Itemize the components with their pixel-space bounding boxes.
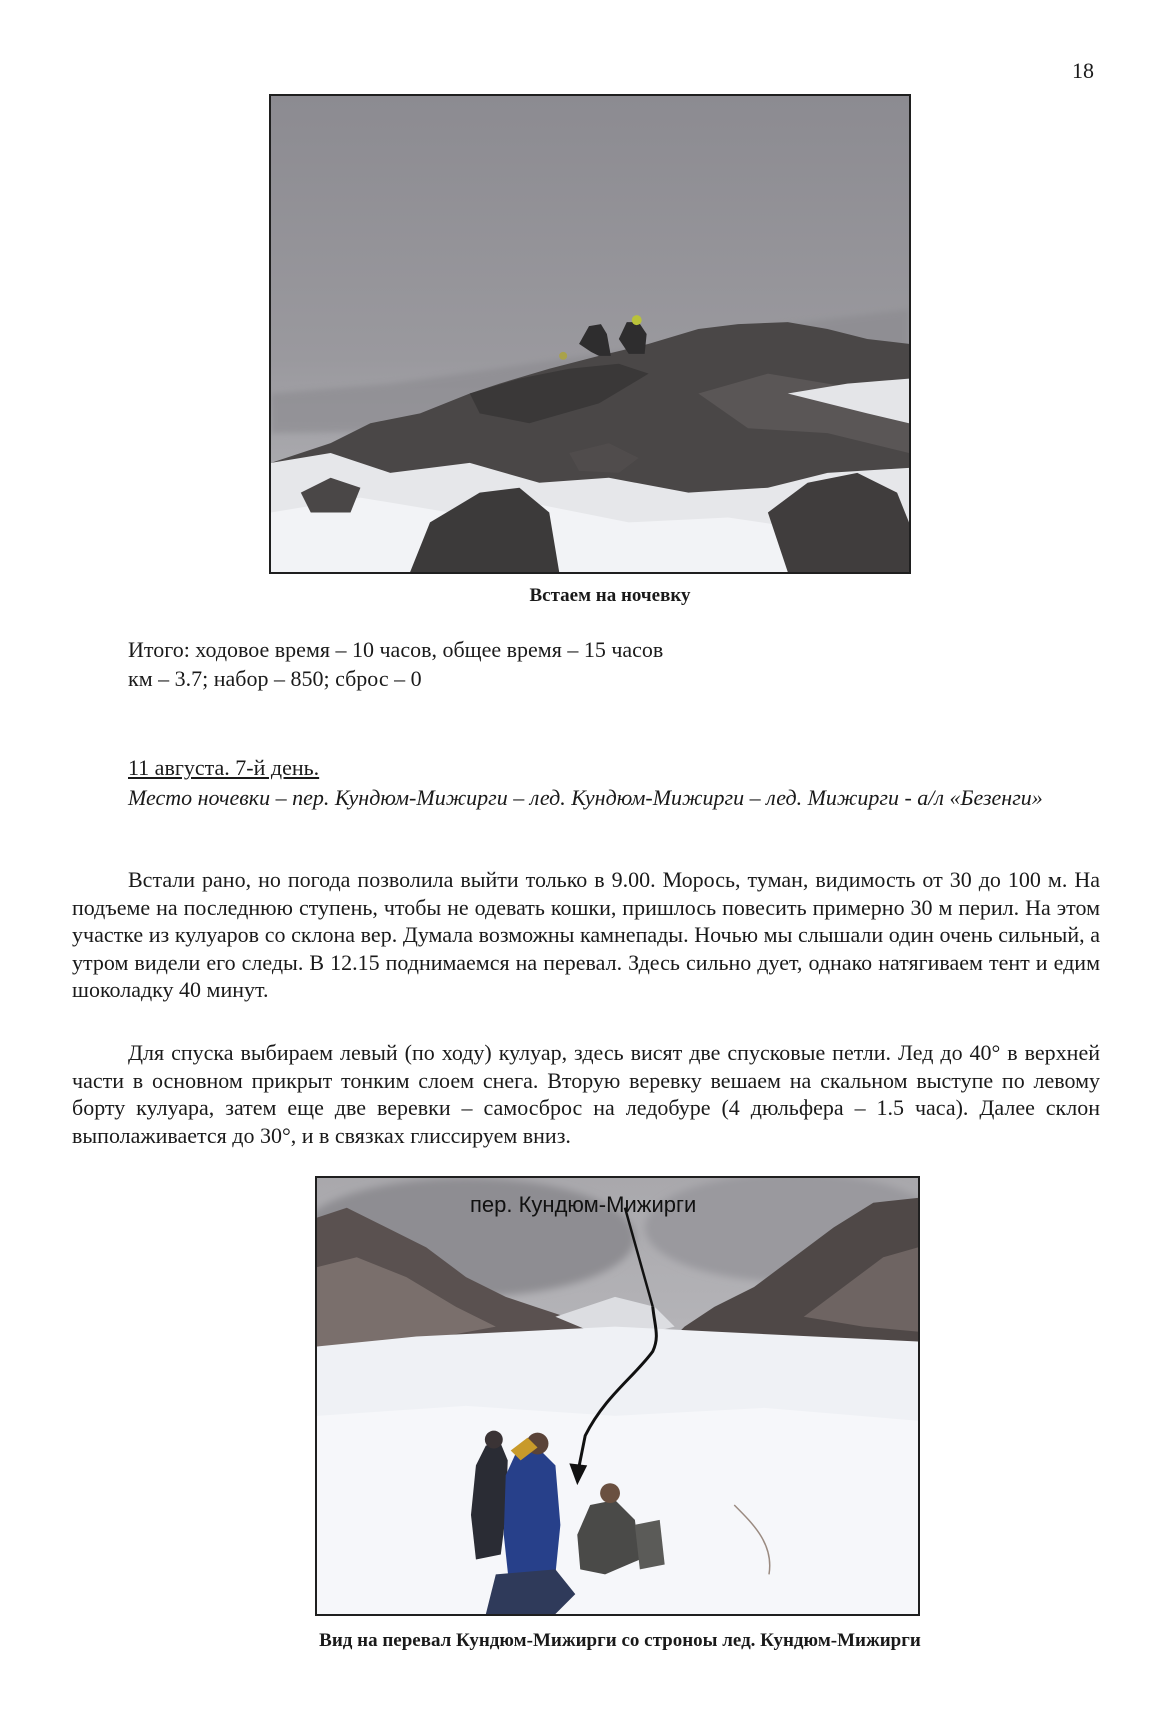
report-paragraph: Встали рано, но погода позволила выйти только в 9.00. Морось, туман, видимость от 30 до 100 м. На подъеме на последнюю ступень, чтобы не одевать кошки, пришлось повесить примерно 30 м перил. На этом участке из кулуаров со склона вер. Думала возможны камнепады. Ночью мы слышали один очень сильный, а утром видели его следы. В 12.15 поднимаемся на перевал. Здесь сильно дует, однако натягиваем тент и едим шоколадку 40 минут. [72,867,1100,1002]
report-paragraph: Для спуска выбираем левый (по ходу) кулуар, здесь висят две спусковые петли. Лед до 40° в верхней части в основном прикрыт тонким слоем снега. Вторую веревку вешаем на скальном выступе по левому борту кулуара, затем еще две веревки – самосброс на ледобуре (4 дюльфера – 1.5 часа). Далее склон выполаживается до 30°, и в связках глиссируем вниз. [72,1040,1100,1148]
day-header: 11 августа. 7-й день. [128,755,320,780]
photo-caption-pass-view: Вид на перевал Кундюм-Мижирги со строноы лед. Кундюм-Мижирги [319,1630,921,1651]
page-number: 18 [1072,58,1094,83]
photo-group-on-rocks-in-fog-icon [271,96,909,572]
pass-annotation-label: пер. Кундюм-Мижирги [470,1192,697,1217]
photo-pass-view [315,1176,920,1616]
photo-caption-camp: Встаем на ночевку [529,585,691,606]
day-route: Место ночевки – пер. Кундюм-Мижирги – лед. Кундюм-Мижирги – лед. Мижирги - а/л «Безенги» [128,785,1043,810]
summary-distance: км – 3.7; набор – 850; сброс – 0 [128,666,422,691]
photo-camp-in-fog [269,94,911,574]
day-summary [128,635,663,693]
photo-pass-view-with-climbers-icon [317,1178,918,1614]
summary-time: Итого: ходовое время – 10 часов, общее время – 15 часов [128,637,664,662]
